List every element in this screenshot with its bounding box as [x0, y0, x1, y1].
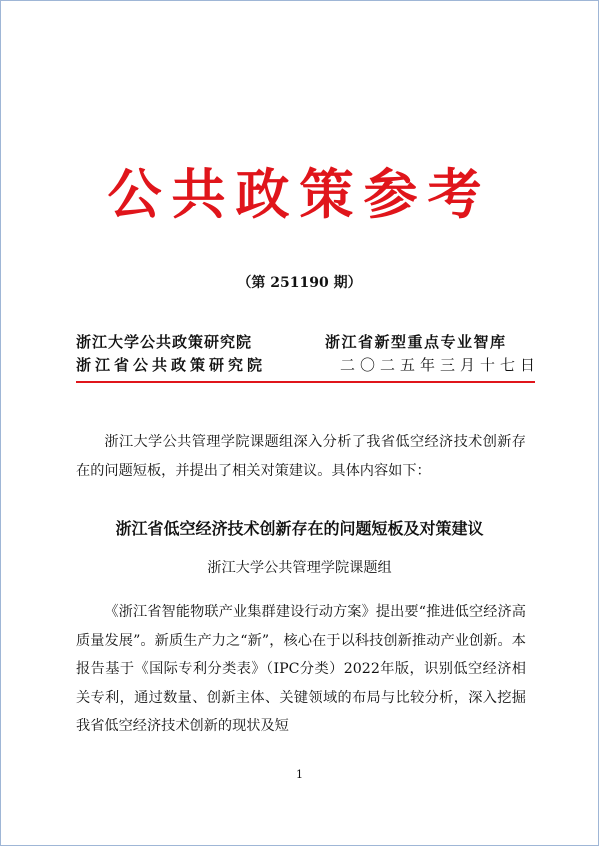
body-paragraph: 《浙江省智能物联产业集群建设行动方案》提出要“推进低空经济高质量发展”。新质生产力之“新”，核心在于以科技创新推动产业创新。本报告基于《国际专利分类表》（IPC分类）2022年版，识别低空经济相关专利，通过数量、创新主体、关键领域的布局与比较分析，深入挖掘我省低空经济技术创新的现状及短 — [76, 604, 526, 734]
issue-number: （第 251190 期） — [237, 275, 362, 291]
masthead-title: 公共政策参考 — [107, 163, 492, 226]
intro-paragraph: 浙江大学公共管理学院课题组深入分析了我省低空经济技术创新存在的问题短板，并提出了相关对策建议。具体内容如下： — [76, 434, 526, 479]
org-right-line1: 浙江省新型重点专业智库 — [325, 333, 507, 351]
publish-date: 二〇二五年三月十七日 — [340, 356, 541, 374]
header-divider — [76, 381, 535, 383]
article-author: 浙江大学公共管理学院课题组 — [207, 560, 392, 576]
article-title: 浙江省低空经济技术创新存在的问题短板及对策建议 — [115, 519, 484, 538]
org-left-line2: 浙江省公共政策研究院 — [76, 356, 267, 374]
page-number: 1 — [296, 768, 303, 781]
org-left-line1: 浙江大学公共政策研究院 — [76, 333, 253, 351]
